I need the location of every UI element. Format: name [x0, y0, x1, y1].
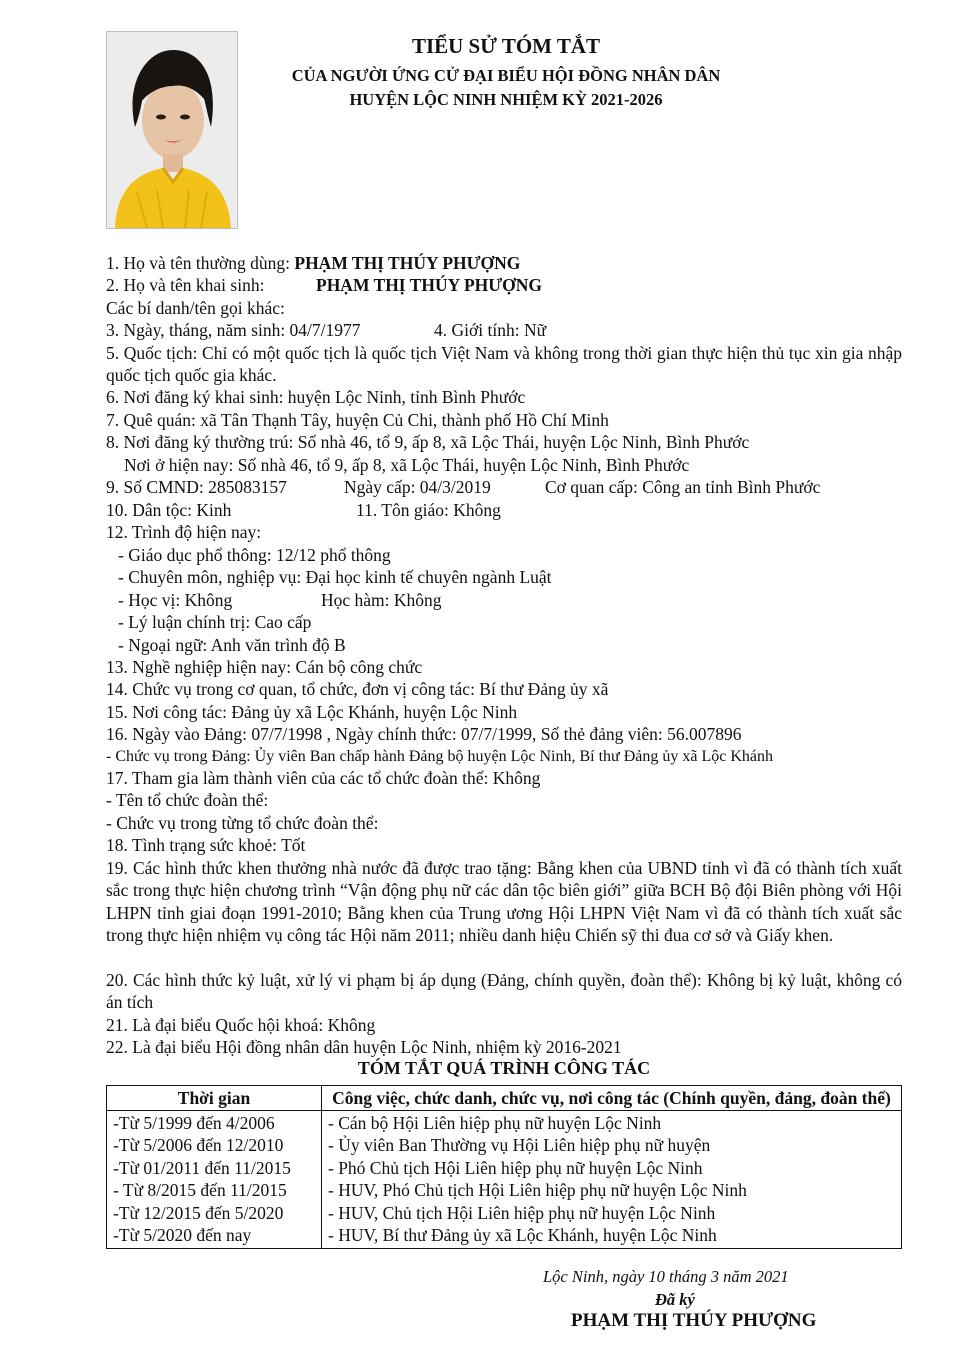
document-title: TIỂU SỬ TÓM TẮT: [411, 34, 601, 58]
field-academic-title: Học hàm: Không: [321, 590, 442, 610]
field-organization-position: - Chức vụ trong từng tổ chức đoàn thể:: [106, 813, 379, 833]
field-hometown: 7. Quê quán: xã Tân Thạnh Tây, huyện Củ Chi, thành phố Hồ Chí Minh: [106, 410, 609, 430]
row-time: -Từ 5/2006 đến 12/2010: [113, 1135, 284, 1156]
row-description: - Ủy viên Ban Thường vụ Hội Liên hiệp phụ nữ huyện: [328, 1135, 711, 1156]
field-discipline: 20. Các hình thức kỷ luật, xử lý vi phạm bị áp dụng (Đảng, chính quyền, đoàn thể): Không bị kỷ luật, không có án tích: [106, 970, 902, 1013]
field-foreign-language: - Ngoại ngữ: Anh văn trình độ B: [118, 635, 346, 655]
field-awards: 19. Các hình thức khen thưởng nhà nước đã được trao tặng: Bằng khen của UBND tỉnh vì đã có thành tích xuất sắc trong thực hiện chương trình “Vận động phụ nữ các dân tộc biên giới” giữa BCH Bộ đội Biên phòng với Hội LHPN tỉnh giai đoạn 1991-2010; Bằng khen của Trung ương Hội LHPN Việt Nam vì đã có thành tích xuất sắc trong thực hiện nhiệm vụ công tác Hội năm 2011; nhiều danh hiệu Chiến sỹ thi đua cơ sở và Giấy khen.: [106, 858, 902, 946]
field-profession: - Chuyên môn, nghiệp vụ: Đại học kinh tế chuyên ngành Luật: [118, 567, 552, 587]
field-workplace: 15. Nơi công tác: Đảng ủy xã Lộc Khánh, huyện Lộc Ninh: [106, 702, 518, 722]
field-party-join: 16. Ngày vào Đảng: 07/7/1998 , Ngày chính thức: 07/7/1999, Số thẻ đảng viên: 56.007896: [106, 724, 742, 744]
field-birth-registration: 6. Nơi đăng ký khai sinh: huyện Lộc Ninh, tỉnh Bình Phước: [106, 387, 526, 407]
field-occupation: 13. Nghề nghiệp hiện nay: Cán bộ công chức: [106, 657, 423, 677]
field-label: 1. Họ và tên thường dùng:: [106, 253, 295, 273]
field-birth-name-label: 2. Họ và tên khai sinh:: [106, 275, 265, 295]
field-permanent-address: 8. Nơi đăng ký thường trú: Số nhà 46, tổ 9, ấp 8, xã Lộc Thái, huyện Lộc Ninh, Bình Phước: [106, 432, 750, 452]
row-description: - Phó Chủ tịch Hội Liên hiệp phụ nữ huyện Lộc Ninh: [328, 1157, 703, 1178]
signature-date: Lộc Ninh, ngày 10 tháng 3 năm 2021: [543, 1267, 789, 1286]
field-political-theory: - Lý luận chính trị: Cao cấp: [118, 612, 312, 632]
row-time: - Từ 8/2015 đến 11/2015: [113, 1180, 287, 1201]
portrait-photo: [106, 31, 238, 229]
column-header-description: Công việc, chức danh, chức vụ, nơi công tác (Chính quyền, đảng, đoàn thể): [322, 1086, 902, 1111]
signature-label: Đã ký: [655, 1290, 695, 1309]
work-history-title: TÓM TẮT QUÁ TRÌNH CÔNG TÁC: [357, 1058, 651, 1078]
field-current-address: Nơi ở hiện nay: Số nhà 46, tổ 9, ấp 8, xã Lộc Thái, huyện Lộc Ninh, Bình Phước: [124, 455, 690, 475]
field-national-assembly: 21. Là đại biểu Quốc hội khoá: Không: [106, 1015, 376, 1035]
field-id-issuer: Cơ quan cấp: Công an tỉnh Bình Phước: [545, 477, 821, 497]
field-general-education: - Giáo dục phổ thông: 12/12 phổ thông: [118, 545, 391, 565]
field-education: 12. Trình độ hiện nay:: [106, 522, 262, 542]
work-history-table: [106, 1085, 902, 1249]
field-council-member: 22. Là đại biểu Hội đồng nhân dân huyện Lộc Ninh, nhiệm kỳ 2016-2021: [106, 1037, 622, 1057]
row-time: -Từ 12/2015 đến 5/2020: [113, 1202, 284, 1223]
field-religion: 11. Tôn giáo: Không: [356, 500, 501, 520]
field-common-name: [106, 252, 520, 274]
field-birth-date: 3. Ngày, tháng, năm sinh: 04/7/1977: [106, 320, 361, 340]
field-aliases: Các bí danh/tên gọi khác:: [106, 298, 285, 318]
field-organizations: 17. Tham gia làm thành viên của các tổ chức đoàn thể: Không: [106, 768, 541, 788]
column-header-time: Thời gian: [107, 1086, 322, 1111]
field-organization-name: - Tên tổ chức đoàn thể:: [106, 790, 269, 810]
signature-name: PHẠM THỊ THÚY PHƯỢNG: [571, 1310, 817, 1331]
birth-name-value: PHẠM THỊ THÚY PHƯỢNG: [316, 275, 543, 295]
row-description: - HUV, Bí thư Đảng ủy xã Lộc Khánh, huyện Lộc Ninh: [328, 1225, 717, 1246]
field-position: 14. Chức vụ trong cơ quan, tổ chức, đơn vị công tác: Bí thư Đảng ủy xã: [106, 679, 609, 699]
portrait-illustration: [107, 32, 237, 228]
row-description: - HUV, Chủ tịch Hội Liên hiệp phụ nữ huyện Lộc Ninh: [328, 1202, 716, 1223]
row-time: -Từ 01/2011 đến 11/2015: [113, 1157, 291, 1178]
field-health: 18. Tình trạng sức khoẻ: Tốt: [106, 835, 306, 855]
field-gender: 4. Giới tính: Nữ: [434, 320, 547, 340]
row-time: -Từ 5/2020 đến nay: [113, 1225, 252, 1246]
field-nationality: 5. Quốc tịch: Chỉ có một quốc tịch là quốc tịch Việt Nam và không trong thời gian thực hiện thủ tục xin gia nhập quốc tịch quốc gia khác.: [106, 343, 902, 386]
field-id-number: 9. Số CMND: 285083157: [106, 477, 287, 497]
field-degree: - Học vị: Không: [118, 590, 233, 610]
document-subtitle-1: CỦA NGƯỜI ỨNG CỬ ĐẠI BIỂU HỘI ĐỒNG NHÂN DÂN: [291, 66, 721, 85]
common-name-value: PHẠM THỊ THÚY PHƯỢNG: [294, 253, 521, 273]
row-description: - HUV, Phó Chủ tịch Hội Liên hiệp phụ nữ huyện Lộc Ninh: [328, 1180, 747, 1201]
field-party-position: - Chức vụ trong Đảng: Ủy viên Ban chấp hành Đảng bộ huyện Lộc Ninh, Bí thư Đảng ủy xã Lộc Khánh: [106, 748, 773, 765]
table-row: [107, 1111, 902, 1249]
field-id-issue-date: Ngày cấp: 04/3/2019: [344, 477, 491, 497]
table-header-row: [107, 1086, 902, 1111]
row-description: - Cán bộ Hội Liên hiệp phụ nữ huyện Lộc Ninh: [328, 1113, 662, 1133]
document-subtitle-2: HUYỆN LỘC NINH NHIỆM KỲ 2021-2026: [349, 90, 663, 109]
field-ethnicity: 10. Dân tộc: Kinh: [106, 500, 232, 520]
row-time: -Từ 5/1999 đến 4/2006: [113, 1113, 275, 1133]
